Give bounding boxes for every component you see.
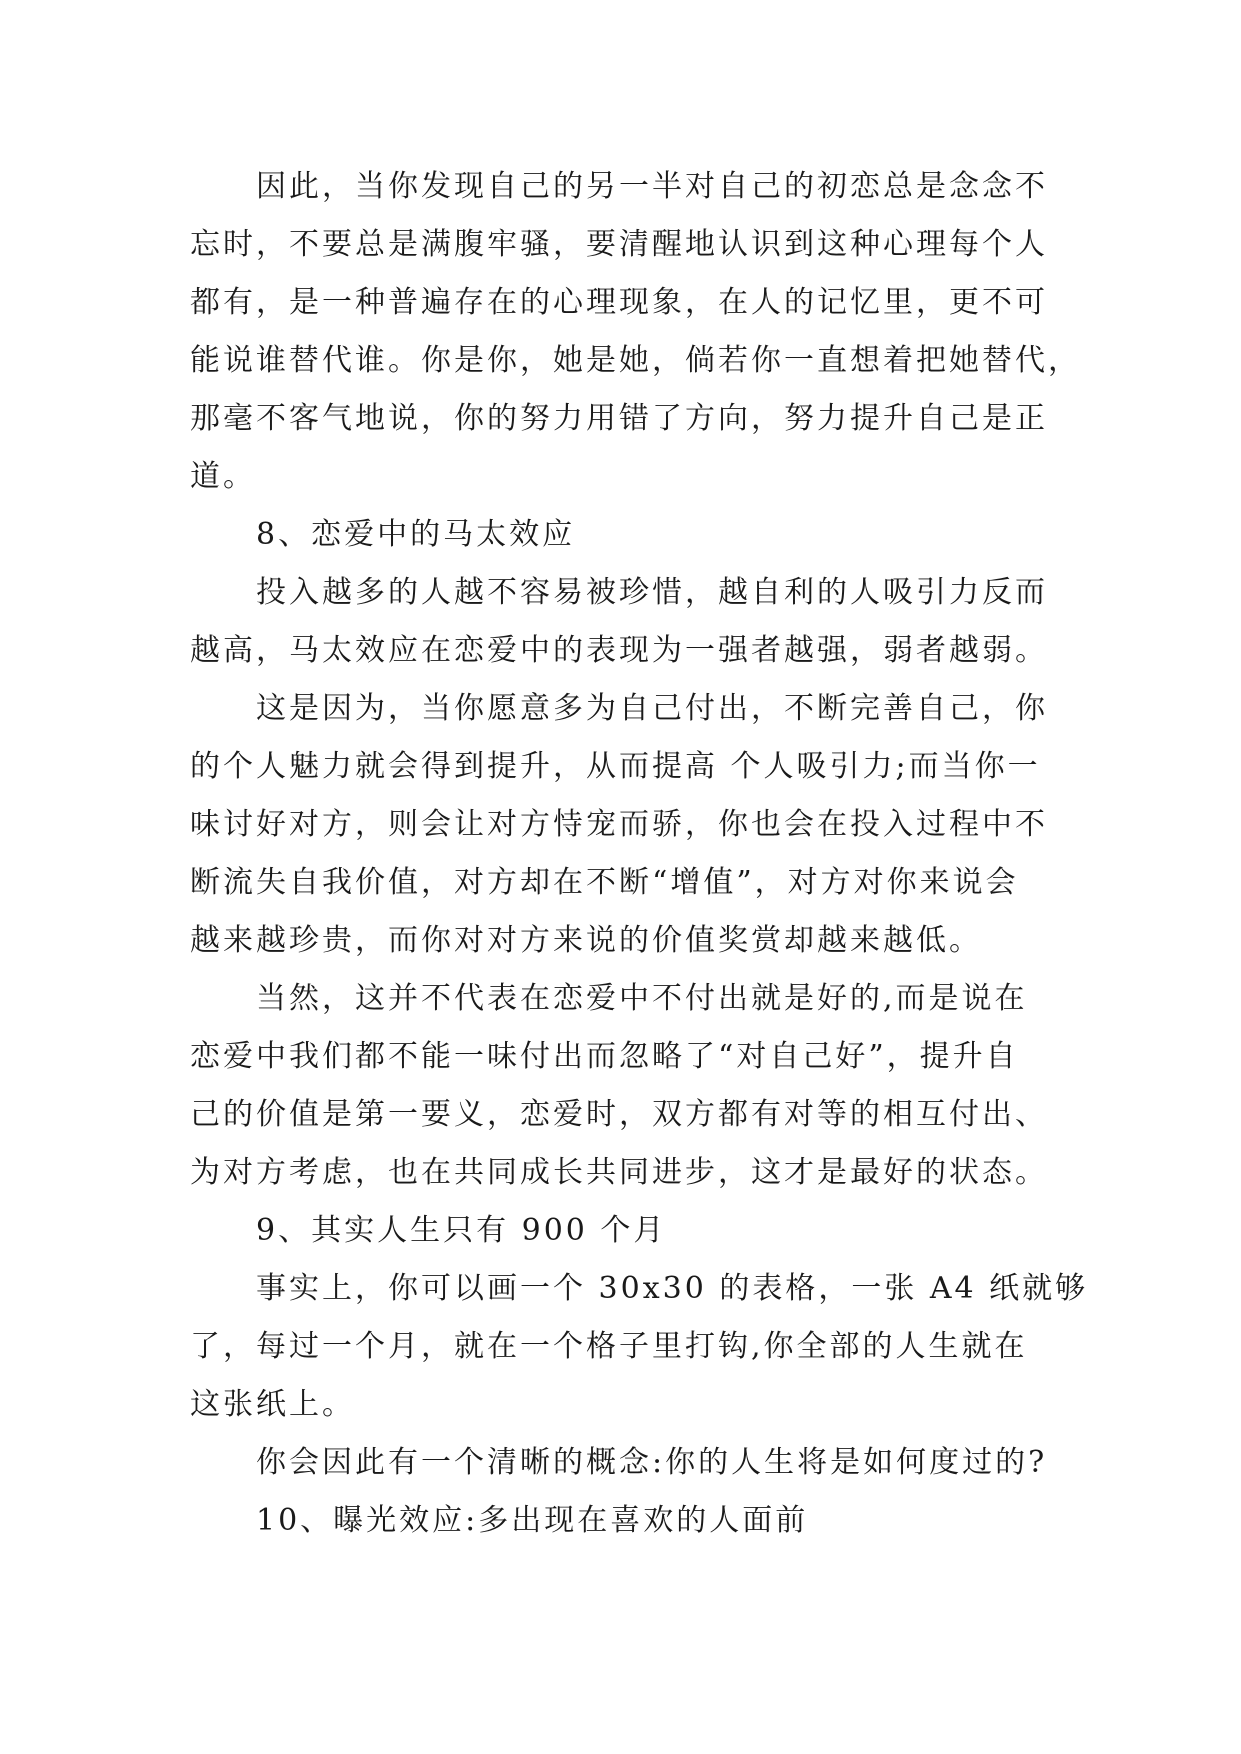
text-line: 道。: [190, 459, 256, 494]
text-line: 投入越多的人越不容易被珍惜，越自利的人吸引力反而: [256, 575, 1048, 610]
text-line: 因此，当你发现自己的另一半对自己的初恋总是念念不: [256, 169, 1048, 204]
text-line: 事实上，你可以画一个 30x30 的表格，一张 A4 纸就够: [256, 1271, 1089, 1306]
text-line: 这张纸上。: [190, 1387, 355, 1422]
text-line: 忘时，不要总是满腹牢骚，要清醒地认识到这种心理每个人: [190, 227, 1048, 262]
text-line: 味讨好对方，则会让对方恃宠而骄，你也会在投入过程中不: [190, 807, 1048, 842]
text-line: 8、恋爱中的马太效应: [256, 517, 576, 552]
text-line: 你会因此有一个清晰的概念:你的人生将是如何度过的?: [256, 1445, 1048, 1480]
document-body: [190, 158, 1089, 1550]
text-line: 断流失自我价值，对方却在不断“增值”，对方对你来说会: [190, 865, 1019, 900]
text-line: 能说谁替代谁。你是你，她是她，倘若你一直想着把她替代，: [190, 343, 1081, 378]
text-line: 为对方考虑，也在共同成长共同进步，这才是最好的状态。: [190, 1155, 1048, 1190]
text-line: 己的价值是第一要义，恋爱时，双方都有对等的相互付出、: [190, 1097, 1048, 1132]
text-line: 都有，是一种普遍存在的心理现象，在人的记忆里，更不可: [190, 285, 1048, 320]
text-line: 9、其实人生只有 900 个月: [256, 1213, 667, 1248]
text-line: 越来越珍贵，而你对对方来说的价值奖赏却越来越低。: [190, 923, 982, 958]
text-line: 的个人魅力就会得到提升，从而提高 个人吸引力;而当你一: [190, 749, 1041, 784]
text-line: 10、曝光效应:多出现在喜欢的人面前: [256, 1503, 809, 1538]
text-line: 那毫不客气地说，你的努力用错了方向，努力提升自己是正: [190, 401, 1048, 436]
text-line: 越高，马太效应在恋爱中的表现为一强者越强，弱者越弱。: [190, 633, 1048, 668]
text-line: 当然，这并不代表在恋爱中不付出就是好的,而是说在: [256, 981, 1028, 1016]
text-line: 恋爱中我们都不能一味付出而忽略了“对自己好”，提升自: [190, 1039, 1019, 1074]
text-line: 这是因为，当你愿意多为自己付出，不断完善自己，你: [256, 691, 1048, 726]
text-line: 了，每过一个月，就在一个格子里打钩,你全部的人生就在: [190, 1329, 1028, 1364]
